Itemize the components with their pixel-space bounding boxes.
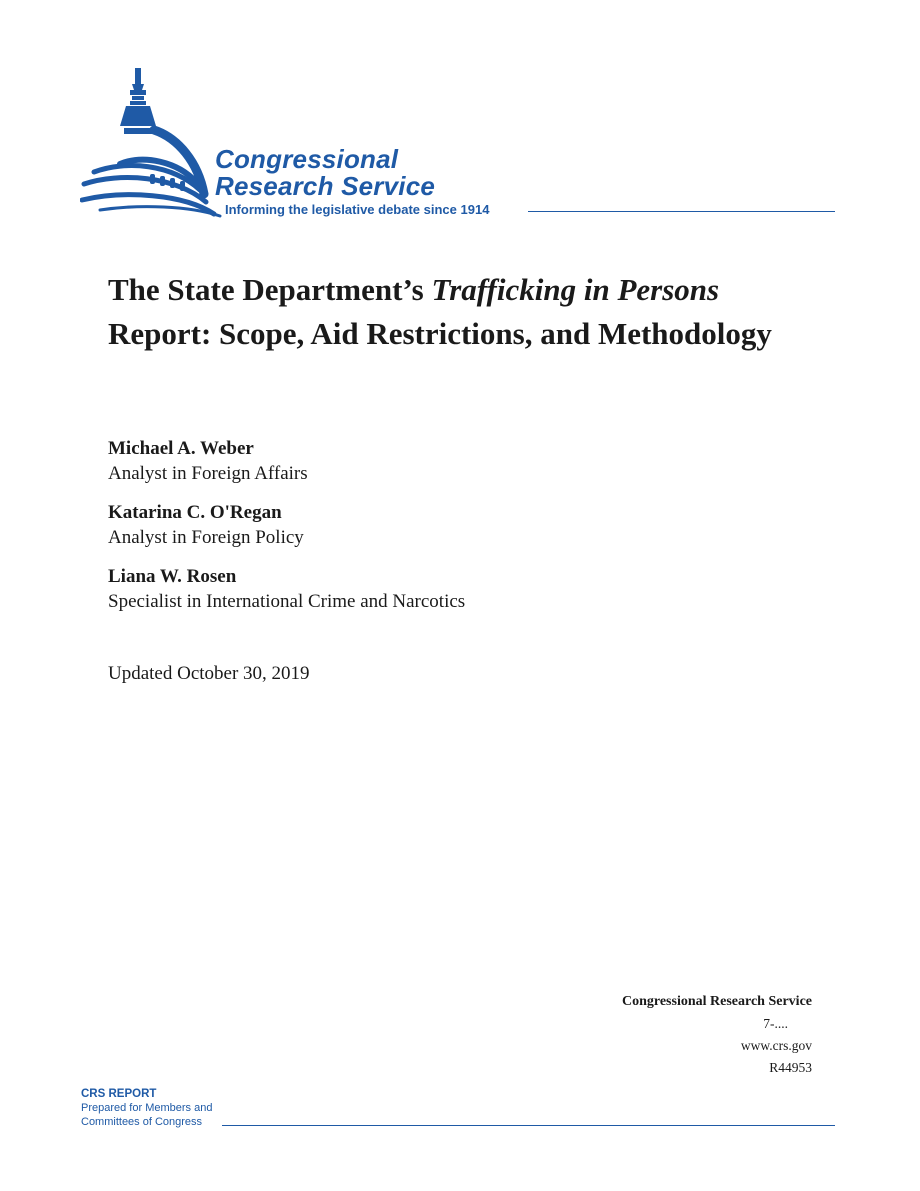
author-role: Specialist in International Crime and Narcotics (108, 591, 466, 612)
crs-org-name: Congressional Research Service (621, 994, 812, 1009)
footer-line3: Committees of Congress (81, 1116, 203, 1128)
author-role: Analyst in Foreign Policy (108, 527, 304, 548)
report-number: R44953 (769, 1060, 812, 1075)
logo-divider (528, 211, 835, 212)
title-part2: Report: Scope, Aid Restrictions, and Methodology (108, 316, 772, 351)
logo-name (215, 146, 435, 200)
logo-name-line2: Research Service (215, 171, 436, 201)
footer-line2: Prepared for Members and (81, 1102, 213, 1114)
logo-tagline: Informing the legislative debate since 1914 (225, 202, 490, 217)
authors-list (108, 436, 708, 628)
author-entry (108, 564, 708, 614)
footer-divider (222, 1125, 835, 1126)
author-name: Liana W. Rosen (108, 566, 237, 587)
author-entry (108, 436, 708, 486)
capitol-dome-icon (80, 66, 230, 218)
crs-url-link[interactable]: www.crs.gov (740, 1038, 812, 1053)
title-part1: The State Department’s (108, 272, 432, 307)
title-italic: Trafficking in Persons (431, 272, 720, 307)
author-name: Katarina C. O'Regan (108, 502, 282, 523)
report-title (108, 268, 828, 356)
footer-title: CRS REPORT (81, 1088, 157, 1100)
crs-code: 7-.... (763, 1016, 788, 1031)
crs-info-block (622, 991, 812, 1079)
author-entry (108, 500, 708, 550)
crs-logo (80, 66, 840, 226)
logo-name-line1: Congressional (215, 144, 399, 174)
crs-report-footer (81, 1087, 212, 1129)
updated-date: Updated October 30, 2019 (108, 663, 310, 684)
author-role: Analyst in Foreign Affairs (108, 463, 308, 484)
author-name: Michael A. Weber (108, 438, 254, 459)
